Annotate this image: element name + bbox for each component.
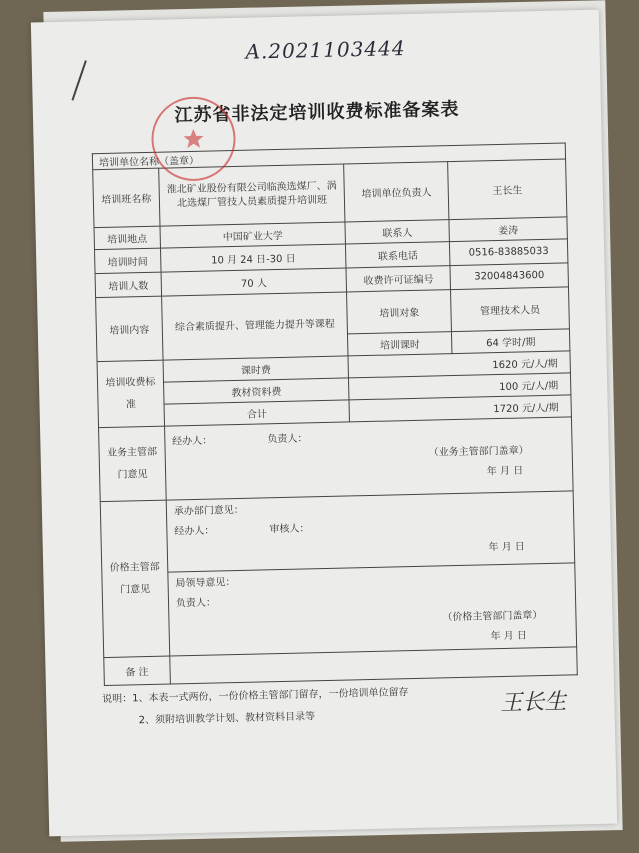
bureau-opinion-label: 局领导意见： <box>175 577 236 590</box>
content-value: 综合素质提升、管理能力提升等课程 <box>161 292 348 360</box>
bureau-opinion-box <box>168 563 577 656</box>
content-label: 培训内容 <box>96 296 163 361</box>
location-value: 中国矿业大学 <box>160 222 346 248</box>
contact-label: 联系人 <box>345 220 449 244</box>
price-opinion-label: 价格主管部门意见 <box>100 500 169 657</box>
target-value: 管理技术人员 <box>451 287 570 332</box>
form-document <box>31 10 617 837</box>
license-label: 收费许可证编号 <box>346 266 450 292</box>
reviewer-label: 审核人： <box>269 523 310 536</box>
phone-label: 联系电话 <box>346 242 450 268</box>
undertake-opinion-box <box>166 491 575 572</box>
head-label: 培训单位负责人 <box>344 162 449 222</box>
fee-item: 课时费 <box>163 356 349 382</box>
handler-label: 经办人： <box>172 435 213 448</box>
location-label: 培训地点 <box>94 226 160 249</box>
handler-label: 经办人： <box>174 525 215 538</box>
handwritten-signature: 王长生 <box>500 689 567 717</box>
date-line: 年 月 日 <box>488 541 525 554</box>
form-notes <box>102 682 409 733</box>
undertake-opinion-label: 承办部门意见： <box>173 504 244 518</box>
fee-amount: 1620 元/人/期 <box>348 351 570 378</box>
contact-value: 姜涛 <box>449 217 567 242</box>
pen-mark <box>71 60 86 100</box>
time-label: 培训时间 <box>95 248 161 273</box>
filing-form-table <box>92 142 578 686</box>
time-value: 10 月 24 日-30 日 <box>160 244 346 272</box>
biz-stamp-note: （业务主管部门盖章） <box>428 445 529 459</box>
price-stamp-note: （价格主管部门盖章） <box>442 610 543 624</box>
biz-opinion-box <box>164 417 573 500</box>
fee-item: 教材资料费 <box>163 378 349 404</box>
handwritten-ref-number: A.2021103444 <box>245 36 406 64</box>
org-name-label: 培训单位名称（盖章） <box>92 143 565 170</box>
fee-standard-label: 培训收费标准 <box>97 360 164 427</box>
class-name-label: 培训班名称 <box>93 168 160 227</box>
fee-amount: 100 元/人/期 <box>349 373 571 400</box>
fee-item: 合计 <box>164 400 350 426</box>
responsible-label: 负责人： <box>175 597 217 610</box>
hours-value: 64 学时/期 <box>452 329 570 354</box>
remarks-label: 备 注 <box>104 656 170 685</box>
form-title: 江苏省非法定培训收费标准备案表 <box>174 98 460 127</box>
phone-value: 0516-83885033 <box>450 239 568 266</box>
note-2: 2、须附培训教学计划、教材资料目录等 <box>138 711 316 727</box>
responsible-label: 负责人： <box>267 433 308 446</box>
license-value: 32004843600 <box>450 263 568 290</box>
target-label: 培训对象 <box>347 290 452 334</box>
count-value: 70 人 <box>161 268 347 296</box>
date-line: 年 月 日 <box>486 465 524 478</box>
head-value: 王长生 <box>448 159 567 220</box>
hours-label: 培训课时 <box>348 332 452 356</box>
class-name-value: 淮北矿业股份有限公司临涣选煤厂、涡北选煤厂管技人员素质提升培训班 <box>159 164 346 226</box>
date-line: 年 月 日 <box>490 630 528 643</box>
note-1: 说明：1、本表一式两份，一份价格主管部门留存，一份培训单位留存 <box>102 687 409 706</box>
fee-amount: 1720 元/人/期 <box>349 395 571 422</box>
biz-opinion-label: 业务主管部门意见 <box>99 426 167 501</box>
count-label: 培训人数 <box>95 272 161 297</box>
star-icon <box>181 127 206 152</box>
